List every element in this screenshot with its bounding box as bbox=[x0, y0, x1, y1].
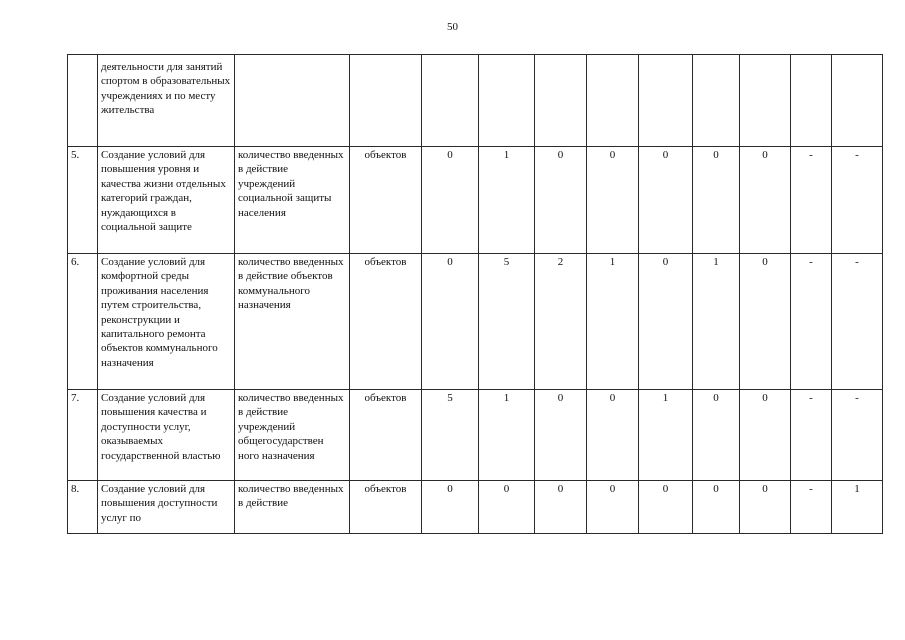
value-cell: 1 bbox=[639, 390, 693, 481]
value-cell bbox=[587, 55, 639, 147]
table-row bbox=[68, 481, 883, 534]
value-cell: 0 bbox=[740, 481, 791, 534]
value-cell: 1 bbox=[832, 481, 883, 534]
value-cell bbox=[639, 55, 693, 147]
goal-cell: Создание условий для повышения качества и доступности услуг, оказываемых государственной властью bbox=[98, 390, 235, 481]
value-cell: 0 bbox=[639, 481, 693, 534]
value-cell: - bbox=[791, 147, 832, 254]
value-cell bbox=[535, 55, 587, 147]
indicator-cell: количество введенных в действие учреждений социальной защиты населения bbox=[235, 147, 350, 254]
row-number-cell: 5. bbox=[68, 147, 98, 254]
value-cell: 1 bbox=[479, 147, 535, 254]
indicators-table bbox=[67, 54, 883, 534]
row-number-cell: 8. bbox=[68, 481, 98, 534]
value-cell: - bbox=[832, 390, 883, 481]
unit-cell: объектов bbox=[350, 481, 422, 534]
value-cell: 0 bbox=[587, 390, 639, 481]
value-cell: 2 bbox=[535, 254, 587, 390]
value-cell: 1 bbox=[587, 254, 639, 390]
value-cell: 0 bbox=[422, 481, 479, 534]
value-cell: - bbox=[832, 147, 883, 254]
goal-cell: Создание условий для повышения доступности услуг по bbox=[98, 481, 235, 534]
value-cell: 0 bbox=[535, 481, 587, 534]
value-cell: 0 bbox=[422, 147, 479, 254]
indicator-cell: количество введенных в действие учреждений общегосударствен ного назначения bbox=[235, 390, 350, 481]
value-cell: - bbox=[791, 390, 832, 481]
value-cell: 0 bbox=[535, 147, 587, 254]
value-cell bbox=[791, 55, 832, 147]
table-row bbox=[68, 254, 883, 390]
value-cell: 0 bbox=[740, 147, 791, 254]
value-cell: 0 bbox=[693, 481, 740, 534]
value-cell: 0 bbox=[479, 481, 535, 534]
value-cell: 0 bbox=[639, 254, 693, 390]
value-cell bbox=[832, 55, 883, 147]
unit-cell: объектов bbox=[350, 254, 422, 390]
row-number-cell: 7. bbox=[68, 390, 98, 481]
indicator-cell: количество введенных в действие объектов коммунального назначения bbox=[235, 254, 350, 390]
table-row bbox=[68, 390, 883, 481]
value-cell: 0 bbox=[693, 147, 740, 254]
value-cell: 0 bbox=[422, 254, 479, 390]
indicator-cell bbox=[235, 55, 350, 147]
value-cell: 0 bbox=[740, 254, 791, 390]
value-cell: - bbox=[791, 254, 832, 390]
unit-cell: объектов bbox=[350, 390, 422, 481]
unit-cell: объектов bbox=[350, 147, 422, 254]
row-number-cell: 6. bbox=[68, 254, 98, 390]
value-cell: 0 bbox=[639, 147, 693, 254]
value-cell bbox=[479, 55, 535, 147]
value-cell: 1 bbox=[479, 390, 535, 481]
value-cell: 0 bbox=[740, 390, 791, 481]
value-cell: 5 bbox=[479, 254, 535, 390]
row-number-cell bbox=[68, 55, 98, 147]
table-row bbox=[68, 147, 883, 254]
value-cell: 0 bbox=[693, 390, 740, 481]
value-cell: 5 bbox=[422, 390, 479, 481]
value-cell: 1 bbox=[693, 254, 740, 390]
table-row bbox=[68, 55, 883, 147]
value-cell: 0 bbox=[587, 481, 639, 534]
value-cell: 0 bbox=[587, 147, 639, 254]
value-cell: - bbox=[791, 481, 832, 534]
indicator-cell: количество введенных в действие bbox=[235, 481, 350, 534]
value-cell: 0 bbox=[535, 390, 587, 481]
value-cell: - bbox=[832, 254, 883, 390]
goal-cell: Создание условий для комфортной среды проживания населения путем строительства, реконструкции и капитального ремонта объектов коммунального назначения bbox=[98, 254, 235, 390]
unit-cell bbox=[350, 55, 422, 147]
goal-cell: деятельности для занятий спортом в образовательных учреждениях и по месту жительства bbox=[98, 55, 235, 147]
value-cell bbox=[422, 55, 479, 147]
page-number: 50 bbox=[447, 21, 458, 33]
goal-cell: Создание условий для повышения уровня и качества жизни отдельных категорий граждан, нуждающихся в социальной защите bbox=[98, 147, 235, 254]
value-cell bbox=[693, 55, 740, 147]
value-cell bbox=[740, 55, 791, 147]
